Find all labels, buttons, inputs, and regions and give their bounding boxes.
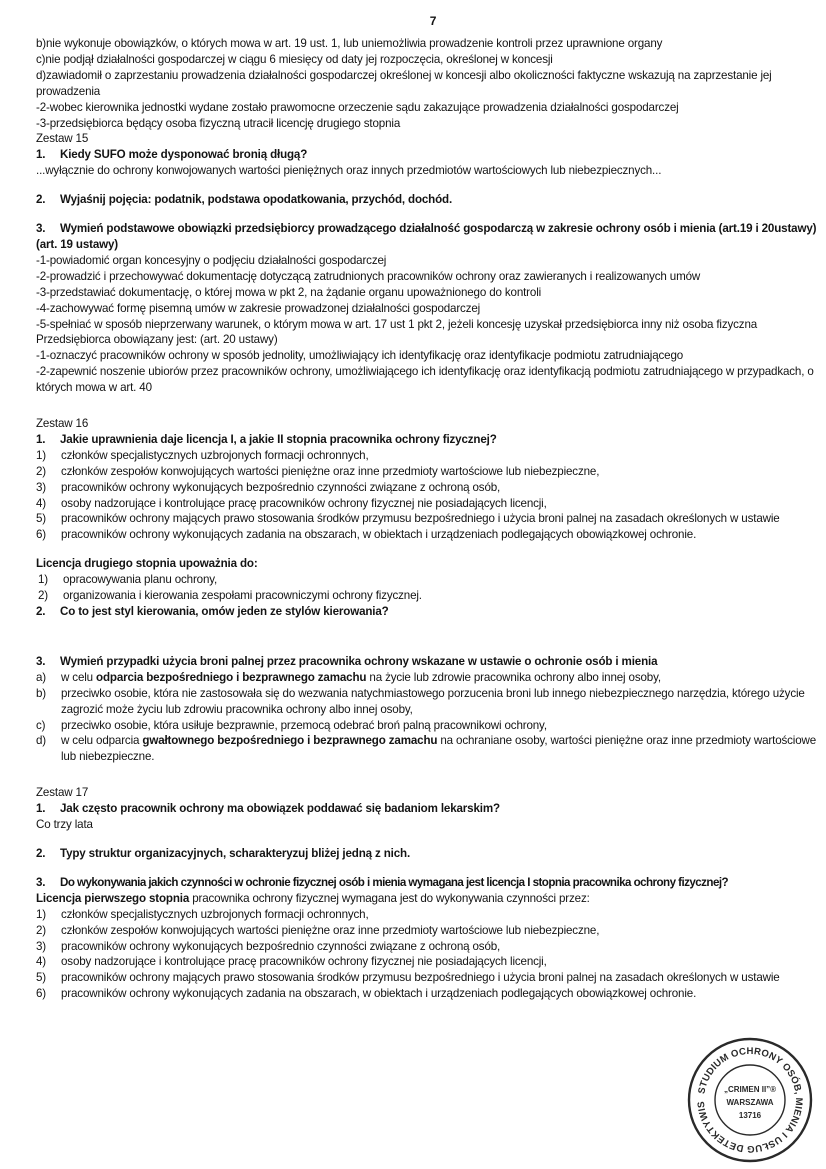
question-number: 1.: [36, 148, 46, 162]
question-number: 3.: [36, 875, 46, 889]
list-item: [36, 480, 822, 496]
item-number: 1): [36, 907, 47, 921]
question: [36, 604, 822, 620]
item-text: osoby nadzorujące i kontrolujące pracę pracowników ochrony fizycznej nie posiadających licencji,: [61, 496, 547, 510]
set-16: [36, 416, 822, 765]
question-text: Wyjaśnij pojęcia: podatnik, podstawa opodatkowania, przychód, dochód.: [60, 193, 453, 207]
question-number: 2.: [36, 846, 46, 860]
item-number: b): [36, 686, 47, 700]
item-number: 6): [36, 528, 47, 542]
list-item: [36, 588, 822, 604]
answer-line: -2-zapewnić noszenie ubiorów przez pracowników ochrony, umożliwiającego ich identyfikację oraz identyfikacją podmiotu zatrudniającego w przypadkach, o których mowa w art. 40: [36, 365, 814, 395]
item-text: przeciwko osobie, która usiłuje bezprawnie, przemocą odebrać broń palną pracownikowi ochrony,: [61, 718, 547, 732]
item-number: a): [36, 670, 47, 684]
item-text: w celu odparcia bezpośredniego i bezprawnego zamachu na życie lub zdrowie pracownika ochrony albo innej osoby,: [61, 670, 661, 684]
intro-block: [36, 36, 822, 131]
answer-line: -2-prowadzić i przechowywać dokumentację dotyczącą zatrudnionych pracowników ochrony oraz zawieranych i realizowanych umów: [36, 269, 701, 283]
answer-line: -1-oznaczyć pracowników ochrony w sposób jednolity, umożliwiający ich identyfikację oraz identyfikacje podmiotu zatrudniającego: [36, 349, 684, 363]
item-text: członków zespołów konwojujących wartości pieniężne oraz inne przedmioty wartościowe lub niebezpieczne,: [61, 464, 600, 478]
item-number: 4): [36, 955, 47, 969]
list-item: [36, 527, 822, 543]
item-text: członków specjalistycznych uzbrojonych formacji ochronnych,: [61, 448, 369, 462]
question: [36, 875, 822, 891]
round-stamp: [686, 1036, 814, 1164]
answer-heading: Licencja pierwszego stopnia pracownika ochrony fizycznej wymagana jest do wykonywania czynności przez:: [36, 891, 590, 905]
intro-line: -2-wobec kierownika jednostki wydane zostało prawomocne orzeczenie sądu zakazujące prowadzenia działalności gospodarczej: [36, 100, 679, 114]
item-text: w celu odparcia gwałtownego bezpośredniego i bezprawnego zamachu na ochraniane osoby, wartości pieniężne oraz inne przedmioty wartościowe lub niebezpieczne.: [61, 734, 817, 764]
question: [36, 432, 822, 448]
item-text: przeciwko osobie, która nie zastosowała się do wezwania natychmiastowego porzucenia broni lub innego niebezpiecznego narzędzia, którego użycie zagrozić może życiu lub zdrowiu pracownika ochrony albo innej osoby,: [61, 686, 805, 716]
intro-line: d)zawiadomił o zaprzestaniu prowadzenia działalności gospodarczej określonej w koncesji albo okoliczności faktyczne wskazują na zaprzestanie jej prowadzenia: [36, 68, 772, 98]
item-number: 1): [36, 448, 47, 462]
answer-line: -3-przedstawiać dokumentację, o której mowa w pkt 2, na żądanie organu upoważnionego do kontroli: [36, 285, 542, 299]
document-page: [36, 14, 822, 1002]
item-number: 5): [36, 512, 47, 526]
answer-heading: (art. 19 ustawy): [36, 237, 119, 251]
list-item: [36, 718, 822, 734]
item-text: organizowania i kierowania zespołami pracowniczymi ochrony fizycznej.: [63, 589, 422, 603]
list-item: [36, 448, 822, 464]
question-text: Wymień podstawowe obowiązki przedsiębiorcy prowadzącego działalność gospodarczą w zakresie ochrony osób i mienia (art.19 i 20ustawy): [60, 222, 817, 236]
list-item: [36, 970, 822, 986]
answer-text: ...wyłącznie do ochrony konwojowanych wartości pieniężnych oraz innych przedmiotów wartościowych lub niebezpiecznych...: [36, 164, 662, 178]
answer-line: -5-spełniać w sposób nieprzerwany warunek, o którym mowa w art. 17 ust 1 pkt 2, jeżeli koncesję uzyskał przedsiębiorca inny niż osoba fizyczna: [36, 317, 758, 331]
list-item: [36, 923, 822, 939]
item-number: 2): [36, 464, 47, 478]
stamp-ring-text: STUDIUM OCHRONY OSÓB, MIENIA I USŁUG DETEKTYWIS: [695, 1045, 805, 1155]
list-item: [36, 733, 822, 765]
list-item: [36, 954, 822, 970]
item-text: pracowników ochrony mających prawo stosowania środków przymusu bezpośredniego i użycia broni palnej na zasadach określonych w ustawie: [61, 512, 780, 526]
list-item: [36, 572, 822, 588]
question-text: Co to jest styl kierowania, omów jeden ze stylów kierowania?: [60, 605, 389, 618]
list-item: [36, 939, 822, 955]
item-number: 3): [36, 939, 47, 953]
set-title: Zestaw 16: [36, 417, 89, 431]
item-number: 2): [36, 923, 47, 937]
list-item: [36, 986, 822, 1002]
item-text: członków specjalistycznych uzbrojonych formacji ochronnych,: [61, 907, 369, 921]
item-number: c): [36, 718, 46, 732]
item-text: pracowników ochrony wykonujących bezpośrednio czynności związane z ochroną osób,: [61, 939, 501, 953]
item-text: pracowników ochrony mających prawo stosowania środków przymusu bezpośredniego i użycia broni palnej na zasadach określonych w ustawie: [61, 971, 780, 985]
list-item: [36, 496, 822, 512]
item-text: opracowywania planu ochrony,: [63, 573, 218, 587]
set-15: [36, 131, 822, 396]
stamp-center-number: 13716: [738, 1111, 762, 1120]
question: [36, 221, 822, 237]
stamp-seal-icon: [686, 1036, 814, 1164]
question-number: 3.: [36, 654, 46, 668]
answer-heading: Licencja drugiego stopnia upoważnia do:: [36, 557, 258, 571]
item-text: pracowników ochrony wykonujących zadania na obszarach, w obiektach i urządzeniach podlegających obowiązkowej ochronie.: [61, 987, 697, 1001]
item-text: członków zespołów konwojujących wartości pieniężne oraz inne przedmioty wartościowe lub niebezpieczne,: [61, 923, 600, 937]
question: [36, 654, 822, 670]
answer-line: -1-powiadomić organ koncesyjny o podjęciu działalności gospodarczej: [36, 253, 387, 267]
list-item: [36, 511, 822, 527]
question-text: Typy struktur organizacyjnych, scharakteryzuj bliżej jedną z nich.: [60, 846, 411, 860]
list-item: [36, 670, 822, 686]
question: [36, 801, 822, 817]
intro-line: b)nie wykonuje obowiązków, o których mowa w art. 19 ust. 1, lub uniemożliwia prowadzenie kontroli przez uprawnione organy: [36, 37, 663, 50]
intro-line: c)nie podjął działalności gospodarczej w ciągu 6 miesięcy od daty jej rozpoczęcia, określonej w koncesji: [36, 52, 553, 66]
question: [36, 846, 822, 862]
item-number: 2): [38, 589, 49, 603]
question-text: Kiedy SUFO może dysponować bronią długą?: [60, 148, 308, 162]
question-number: 2.: [36, 193, 46, 207]
question-number: 3.: [36, 222, 46, 236]
item-text: pracowników ochrony wykonujących bezpośrednio czynności związane z ochroną osób,: [61, 480, 501, 494]
answer-line: -4-zachowywać formę pisemną umów w zakresie prowadzonej działalności gospodarczej: [36, 301, 481, 315]
answer-line: Przedsiębiorca obowiązany jest: (art. 20 ustawy): [36, 333, 278, 347]
item-number: 6): [36, 987, 47, 1001]
stamp-center-city: WARSZAWA: [726, 1098, 774, 1107]
set-title: Zestaw 15: [36, 132, 89, 146]
set-17: [36, 785, 822, 1002]
question: [36, 192, 822, 208]
question-text: Wymień przypadki użycia broni palnej przez pracownika ochrony wskazane w ustawie o ochronie osób i mienia: [60, 654, 658, 668]
question-number: 1.: [36, 802, 46, 816]
stamp-center-name: „CRIMEN II”®: [723, 1085, 777, 1094]
set-title: Zestaw 17: [36, 786, 89, 800]
svg-text:STUDIUM OCHRONY OSÓB, MIENIA I: [686, 1036, 804, 1154]
question-number: 1.: [36, 432, 46, 446]
list-item: [36, 464, 822, 480]
answer-text: Co trzy lata: [36, 818, 93, 832]
item-text: pracowników ochrony wykonujących zadania na obszarach, w obiektach i urządzeniach podlegających obowiązkowej ochronie.: [61, 528, 697, 542]
item-number: 5): [36, 971, 47, 985]
list-item: [36, 686, 822, 718]
question-text: Jak często pracownik ochrony ma obowiązek poddawać się badaniom lekarskim?: [60, 802, 500, 816]
item-text: osoby nadzorujące i kontrolujące pracę pracowników ochrony fizycznej nie posiadających licencji,: [61, 955, 547, 969]
item-number: 4): [36, 496, 47, 510]
page-number: 7: [429, 14, 437, 28]
question-number: 2.: [36, 605, 46, 618]
list-item: [36, 907, 822, 923]
question: [36, 147, 822, 163]
question-text: Jakie uprawnienia daje licencja I, a jakie II stopnia pracownika ochrony fizycznej?: [60, 432, 497, 446]
item-number: 1): [38, 573, 49, 587]
item-number: 3): [36, 480, 47, 494]
question-text: Do wykonywania jakich czynności w ochronie fizycznej osób i mienia wymagana jest licencja I stopnia pracownika ochrony fizycznej?: [60, 875, 729, 889]
item-number: d): [36, 734, 47, 748]
intro-line: -3-przedsiębiorca będący osoba fizyczną utracił licencję drugiego stopnia: [36, 116, 401, 130]
